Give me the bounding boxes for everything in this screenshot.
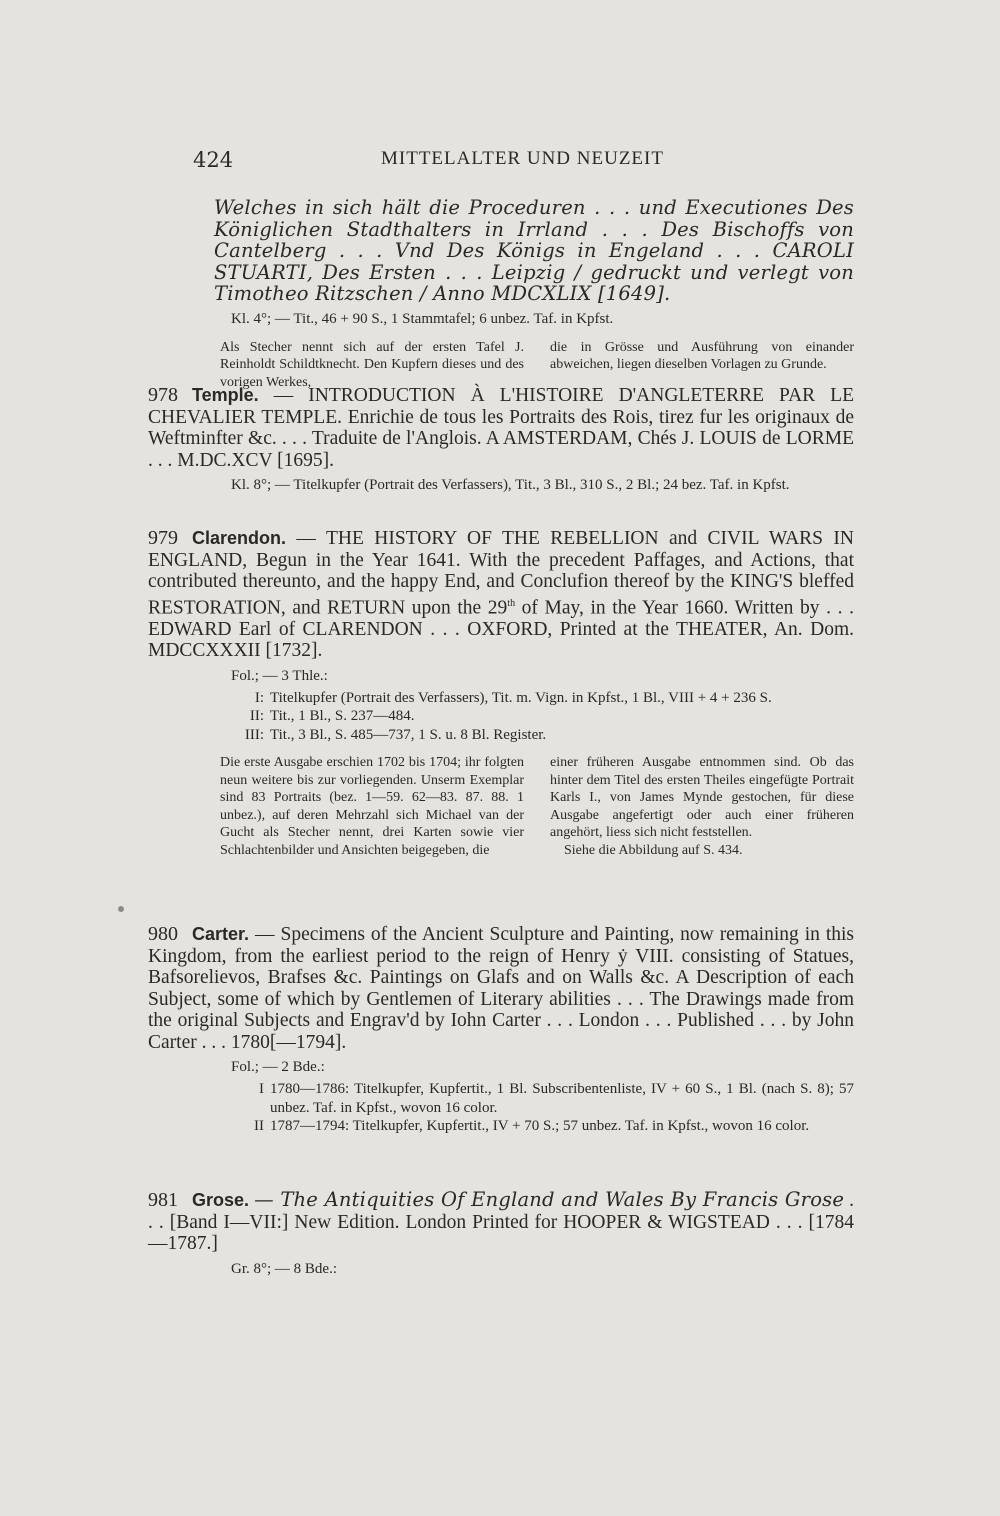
superscript: th — [507, 597, 516, 609]
entry-979 — [148, 528, 854, 859]
volume-row — [249, 707, 854, 726]
entry-981 — [148, 1189, 854, 1279]
note-right: einer früheren Ausgabe entnommen sind. Ob das hinter dem Titel des ersten Theiles eingefügte Portrait Karls I., von James Mynde gestochen, für diese Ausgabe angefertigt oder auch einer früheren angehört, liess sich nicht feststellen. — [550, 755, 854, 840]
collation: Kl. 8°; — Titelkupfer (Portrait des Verfassers), Tit., 3 Bl., 310 S., 2 Bl.; 24 bez. Taf. in Kpfst. — [231, 477, 790, 493]
volume-text: 1780—1786: Titelkupfer, Kupfertit., 1 Bl. Subscribentenliste, IV + 60 S., 1 Bl. (nach S. 8); 57 unbez. Taf. in Kpfst., wovon 16 color. — [270, 1081, 854, 1116]
volume-list — [148, 1080, 854, 1136]
note-reference: Siehe die Abbildung auf S. 434. — [564, 842, 743, 858]
volume-row — [244, 726, 854, 745]
volume-text: Titelkupfer (Portrait des Verfassers), Tit. m. Vign. in Kpfst., 1 Bl., VIII + 4 + 236 S. — [270, 689, 772, 706]
entry-978 — [148, 385, 854, 495]
volume-label: I — [259, 1081, 264, 1097]
entry-number: 981 — [148, 1189, 178, 1211]
collation: Kl. 4°; — Tit., 46 + 90 S., 1 Stammtafel; 6 unbez. Taf. in Kpfst. — [231, 310, 614, 327]
volume-text: Tit., 3 Bl., S. 485—737, 1 S. u. 8 Bl. Register. — [270, 726, 547, 743]
volume-label: II — [254, 1118, 264, 1134]
note-left: Als Stecher nennt sich auf der ersten Tafel J. Reinholdt Schildtknecht. Den Kupfern dieses und des vorigen Werkes, — [220, 339, 524, 390]
page-header — [193, 148, 852, 178]
entry-980 — [148, 924, 854, 1136]
volume-label: I: — [254, 689, 264, 706]
continued-title: Welches in sich hält die Proceduren . . . und Executiones Des Königlichen Stadthalters in Irrland . . . Des Bischoffs von Cantelberg . . . Vnd Des Königs in Engeland . . . CAROLI STUARTI, Des Ersten . . . Leipzig / gedruckt und verlegt von Timotheo Ritzschen / Anno MDCXLIX [1649]. — [214, 196, 854, 305]
entry-title: — The Antiquities Of England and Wales By Francis Grose — [254, 1188, 845, 1211]
volume-label: III: — [244, 726, 264, 743]
note-left: Die erste Ausgabe erschien 1702 bis 1704; ihr folgten neun weitere bis zur vorliegenden. Unserm Exemplar sind 83 Portraits (bez. 1—59. 62—83. 87. 88. 1 unbez.), auf deren Mehrzahl sich Michael van der Gucht als Stecher nennt, drei Karten sowie vier Schlachtenbilder und Ansichten beigegeben, die — [220, 755, 524, 858]
entry-number: 980 — [148, 923, 178, 945]
entry-title-cont: of May, in the Year 1660. Written by . . . EDWARD Earl of CLARENDON . . . OXFORD, Printed at the THEATER, An. Dom. MDCCXXXII [1732]. — [148, 597, 854, 661]
page-number: 424 — [193, 148, 234, 172]
notes — [148, 754, 854, 859]
entry-number: 978 — [148, 384, 178, 406]
collation: Gr. 8°; — 8 Bde.: — [231, 1260, 337, 1277]
running-title: MITTELALTER UND NEUZEIT — [381, 148, 664, 169]
volume-label: II: — [249, 708, 264, 724]
entry-title-cont: . . . [Band I—VII:] New Edition. London Printed for HOOPER & WIGSTEAD . . . [1784—1787.] — [148, 1190, 855, 1254]
volume-row — [254, 689, 854, 708]
notes — [214, 339, 854, 392]
entry-number: 979 — [148, 527, 178, 549]
entry-author: Temple. — [192, 385, 259, 405]
collation: Fol.; — 2 Bde.: — [231, 1059, 325, 1075]
volume-text: Tit., 1 Bl., S. 237—484. — [270, 708, 415, 724]
volume-list — [148, 689, 854, 745]
volume-row — [259, 1080, 854, 1117]
volume-row — [254, 1117, 854, 1136]
entry-author: Clarendon. — [192, 528, 287, 548]
entry-title: — Specimens of the Ancient Sculpture and Painting, now remaining in this Kingdom, from the earliest period to the reign of Henry ẏ VIII. consisting of Statues, Bafsorelievos, Brafses &c. Paintings on Glafs and on Walls &c. A Description of each Subject, some of which by Gentlemen of Literary abilities . . . The Drawings made from the original Subjects and Engrav'd by Iohn Carter . . . London . . . Published . . . by John Carter . . . 1780[—1794]. — [148, 924, 855, 1053]
margin-speck — [118, 906, 124, 912]
collation: Fol.; — 3 Thle.: — [231, 667, 328, 684]
entry-title: — INTRODUCTION À L'HISTOIRE D'ANGLETERRE PAR LE CHEVALIER TEMPLE. Enrichie de tous les Portraits des Rois, tirez fur les originaux de Weftminfter &c. . . . Traduite de l'Anglois. A AMSTERDAM, Chés J. LOUIS de LORME . . . M.DC.XCV [1695]. — [148, 385, 855, 471]
entry-author: Grose. — [192, 1190, 250, 1210]
volume-text: 1787—1794: Titelkupfer, Kupfertit., IV + 70 S.; 57 unbez. Taf. in Kpfst., wovon 16 color. — [270, 1118, 810, 1134]
note-right: die in Grösse und Ausführung von einander abweichen, liegen dieselben Vorlagen zu Grunde. — [550, 339, 854, 372]
entry-author: Carter. — [192, 924, 250, 944]
entry-title: — THE HISTORY OF THE REBELLION and CIVIL WARS IN ENGLAND, Begun in the Year 1641. With the precedent Paffages, and Actions, that contributed thereunto, and the happy End, and Conclufion thereof by the KING'S bleffed RESTORATION, and RETURN upon the 29 — [148, 528, 854, 618]
entry-continuation — [214, 197, 854, 391]
